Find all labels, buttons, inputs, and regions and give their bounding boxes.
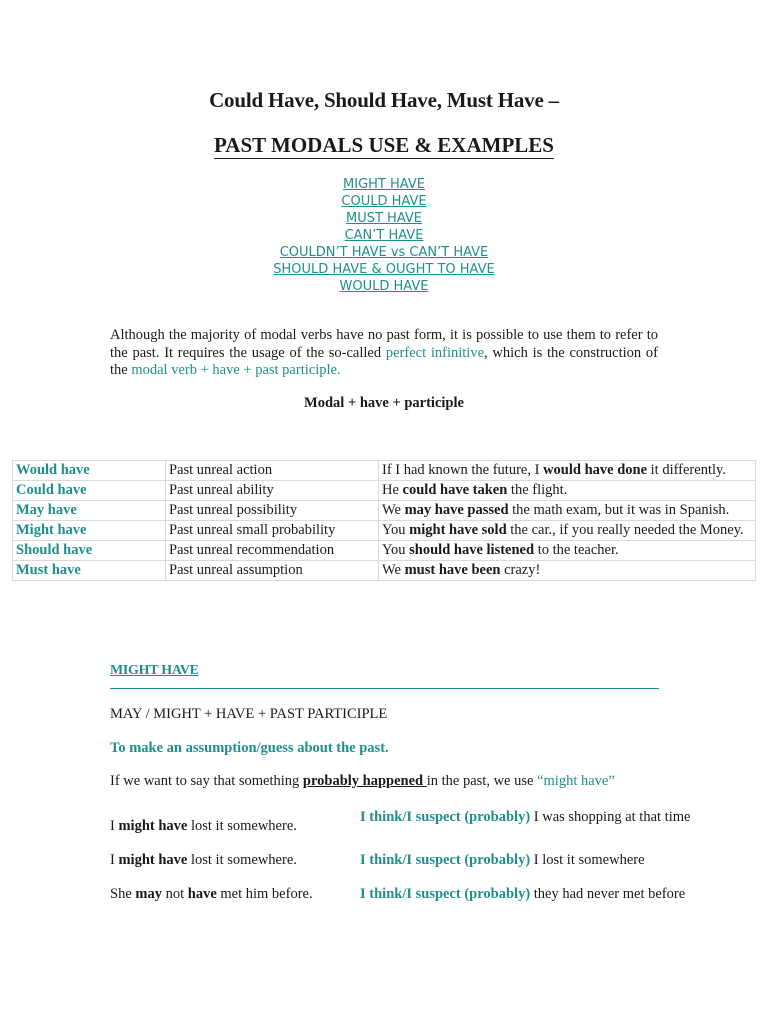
use-cell: Past unreal ability xyxy=(166,481,379,501)
example-cell: You might have sold the car., if you really needed the Money. xyxy=(379,521,756,541)
example-meaning: I think/I suspect (probably) they had never met before xyxy=(360,886,686,902)
modal-cell: Must have xyxy=(13,561,166,581)
example-sentence: She may not have met him before. xyxy=(110,886,313,902)
section-heading-might-have: MIGHT HAVE xyxy=(110,663,199,678)
modals-table xyxy=(12,460,756,581)
toc-link-might-have[interactable]: MIGHT HAVE xyxy=(343,177,425,192)
toc-link-could-have[interactable]: COULD HAVE xyxy=(341,194,427,209)
modal-cell: Should have xyxy=(13,541,166,561)
use-cell: Past unreal small probability xyxy=(166,521,379,541)
table-row xyxy=(13,541,756,561)
toc-link-cant-have[interactable]: CAN’T HAVE xyxy=(344,228,424,243)
table-row xyxy=(13,481,756,501)
rule-line: If we want to say that something probably happened in the past, we use “might have” xyxy=(110,773,615,789)
table-row xyxy=(13,561,756,581)
example-cell: If I had known the future, I would have done it differently. xyxy=(379,461,756,481)
toc-link-couldnt-vs-cant[interactable]: COULDN’T HAVE vs CAN’T HAVE xyxy=(279,245,489,260)
example-cell: You should have listened to the teacher. xyxy=(379,541,756,561)
structure-line: MAY / MIGHT + HAVE + PAST PARTICIPLE xyxy=(110,706,388,722)
formula-heading: Modal + have + participle xyxy=(304,395,464,411)
example-sentence: I might have lost it somewhere. xyxy=(110,818,297,834)
table-row xyxy=(13,501,756,521)
example-cell: He could have taken the flight. xyxy=(379,481,756,501)
page-title: Could Have, Should Have, Must Have – xyxy=(209,88,559,112)
toc-link-should-ought[interactable]: SHOULD HAVE & OUGHT TO HAVE xyxy=(273,262,495,277)
use-cell: Past unreal recommendation xyxy=(166,541,379,561)
use-cell: Past unreal action xyxy=(166,461,379,481)
table-of-contents xyxy=(0,176,768,295)
example-meaning: I think/I suspect (probably) I lost it somewhere xyxy=(360,852,645,868)
modal-cell: Could have xyxy=(13,481,166,501)
modal-cell: Might have xyxy=(13,521,166,541)
example-cell: We must have been crazy! xyxy=(379,561,756,581)
intro-paragraph: Although the majority of modal verbs have no past form, it is possible to use them to refer to the past. It requires the usage of the so-called perfect infinitive, which is the construction of the modal verb + have + past participle. xyxy=(110,327,658,378)
use-cell: Past unreal possibility xyxy=(166,501,379,521)
use-cell: Past unreal assumption xyxy=(166,561,379,581)
example-sentence: I might have lost it somewhere. xyxy=(110,852,297,868)
section-divider xyxy=(110,688,659,689)
modal-cell: May have xyxy=(13,501,166,521)
toc-link-would-have[interactable]: WOULD HAVE xyxy=(339,279,429,294)
perfect-infinitive-link[interactable]: perfect infinitive xyxy=(385,344,485,361)
example-cell: We may have passed the math exam, but it was in Spanish. xyxy=(379,501,756,521)
page-subtitle: PAST MODALS USE & EXAMPLES xyxy=(214,133,554,157)
table-row xyxy=(13,521,756,541)
table-row xyxy=(13,461,756,481)
toc-link-must-have[interactable]: MUST HAVE xyxy=(345,211,422,226)
modal-construction-text: modal verb + have + past participle. xyxy=(131,362,341,378)
modal-cell: Would have xyxy=(13,461,166,481)
example-meaning: I think/I suspect (probably) I was shopping at that time xyxy=(360,809,691,825)
purpose-line: To make an assumption/guess about the past. xyxy=(110,740,389,756)
